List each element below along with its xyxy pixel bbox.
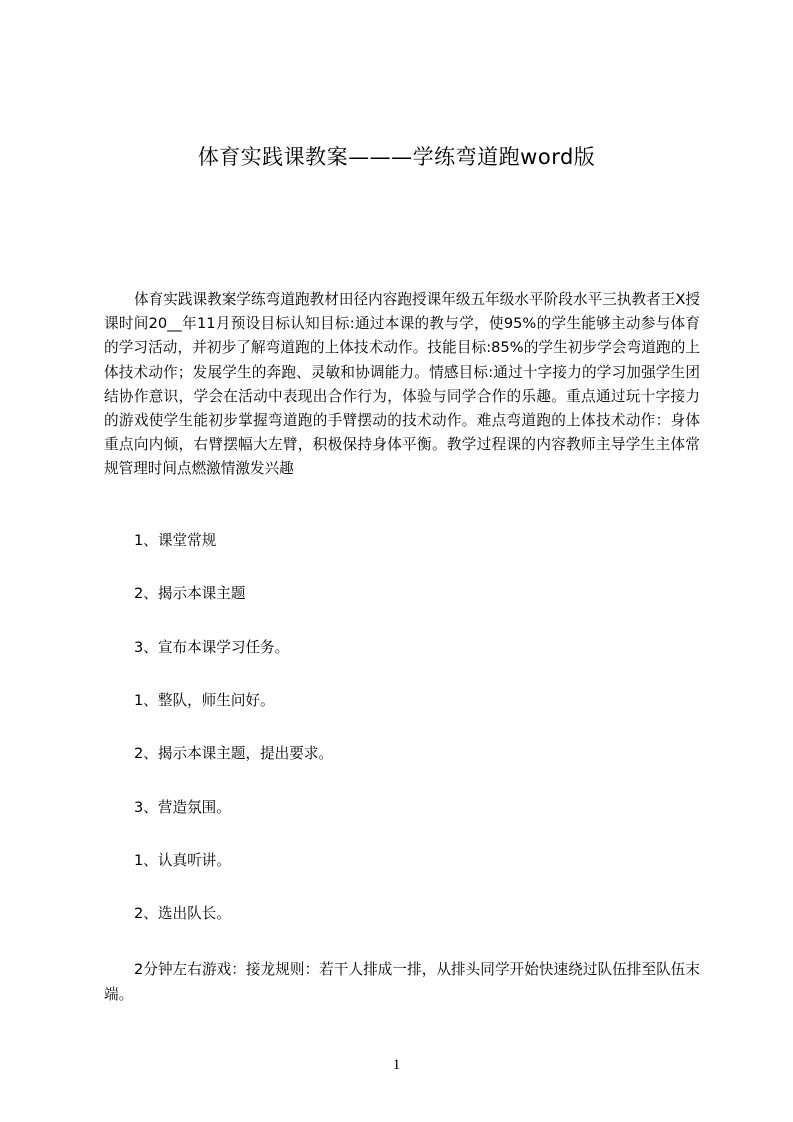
list-item: 1、认真听讲。 [134,852,231,869]
intro-paragraph: 体育实践课教案学练弯道跑教材田径内容跑授课年级五年级水平阶段水平三执教者王X授课时间20__年11月预设目标认知目标:通过本课的教与学，使95%的学生能够主动参与体育的学习活动，并初步了解弯道跑的上体技术动作。技能目标:85%的学生初步学会弯道跑的上体技术动作；发展学生的奔跑、灵敏和协调能力。情感目标:通过十字接力的学习加强学生团结协作意识，学会在活动中表现出合作行为，体验与同学合作的乐趣。重点通过玩十字接力的游戏使学生能初步掌握弯道跑的手臂摆动的技术动作。难点弯道跑的上体技术动作：身体重点向内倾，右臂摆幅大左臂，积极保持身体平衡。教学过程课的内容教师主导学生主体常规管理时间点燃激情激发兴趣 [104,291,700,478]
list-item: 3、宣布本课学习任务。 [134,639,290,656]
game-paragraph: 2分钟左右游戏：接龙规则：若干人排成一排，从排头同学开始快速绕过队伍排至队伍末端。 [104,961,700,1003]
list-item: 3、营造氛围。 [134,799,231,816]
page-number: 1 [392,1057,401,1073]
list-item: 1、课堂常规 [134,532,217,549]
list-item: 1、整队，师生问好。 [134,692,275,709]
list-item: 2、揭示本课主题 [134,585,246,602]
list-item: 2、揭示本课主题，提出要求。 [134,745,334,762]
document-title: 体育实践课教案———学练弯道跑word版 [197,145,596,169]
list-item: 2、选出队长。 [134,905,231,922]
